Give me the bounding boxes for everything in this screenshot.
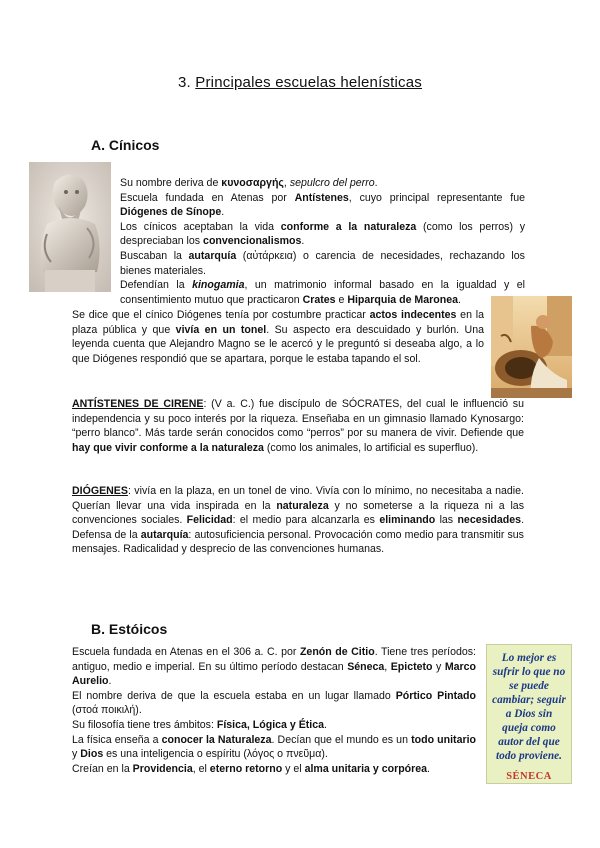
estoicos-text — [72, 645, 476, 791]
quote-line: queja como — [502, 722, 556, 734]
cinicos-intro — [120, 176, 525, 322]
cinicos-p8: DIÓGENES: vivía en la plaza, en un tonel de vino. Vivía con lo mínimo, no necesitaba a nadie. Querían llevar una vida inspirada en la naturaleza y no someterse a la riqueza ni a las convenciones sociales. Felicidad: el medio para alcanzarla es eliminando las necesidades. Defensa de la autarquía: autosuficiencia personal. Provocación como medio para transmitir sus mensajes. Radicalidad y desprecio de las convenciones humanas. — [72, 485, 525, 556]
quote-line: se puede — [509, 680, 549, 692]
estoicos-p3: Su filosofía tiene tres ámbitos: Física, Lógica y Ética. — [72, 718, 327, 731]
estoicos-p4: La física enseña a conocer la Naturaleza. Decían que el mundo es un todo unitario y Dios es una inteligencia o espíritu (λόγος o πνεῦμα). — [72, 733, 476, 761]
quote-line: sufrir lo que no — [492, 666, 566, 678]
seneca-quote-box — [486, 644, 572, 784]
cinicos-p3: Los cínicos aceptaban la vida conforme a la naturaleza (como los perros) y despreciaban los convencionalismos. — [120, 220, 525, 248]
statue-image — [29, 162, 111, 292]
quote-line: todo proviene. — [496, 750, 562, 762]
cinicos-p2: Escuela fundada en Atenas por Antístenes, cuyo principal representante fue Diógenes de Sínope. — [120, 191, 525, 219]
quote-line: a Dios sin — [505, 708, 553, 720]
cinicos-p1: Su nombre deriva de κυνοσαργής, sepulcro del perro. — [120, 177, 378, 189]
quote-line: Lo mejor es — [501, 652, 557, 664]
cinicos-p4: Buscaban la autarquía (αὐτάρκεια) o carencia de necesidades, rechazando los bienes materiales. — [120, 249, 525, 277]
quote-line: cambiar; seguir — [492, 694, 566, 706]
title-number: 3. — [177, 74, 191, 91]
estoicos-p5: Creían en la Providencia, el eterno retorno y el alma unitaria y corpórea. — [72, 762, 430, 775]
cinicos-p6: Se dice que el cínico Diógenes tenía por costumbre practicar actos indecentes en la plaza pública y que vivía en un tonel. Su aspecto era descuidado y burlón. Una leyenda cuenta que Alejandro Magno se le acercó y le preguntó si deseaba algo, a lo que Diógenes respondió que se apartara, porque le estaba tapando el sol. — [72, 309, 484, 365]
estoicos-p2: El nombre deriva de que la escuela estaba en un lugar llamado Pórtico Pintado (στοά ποικιλή). — [72, 689, 476, 717]
estoicos-p1: Escuela fundada en Atenas en el 306 a. C. por Zenón de Citio. Tiene tres períodos: antiguo, medio e imperial. En su último período destacan Séneca, Epicteto y Marco Aurelio. — [72, 646, 477, 688]
cinicos-p7: ANTÍSTENES DE CIRENE: (V a. C.) fue discípulo de SÓCRATES, del cual le influenció su independencia y su poco interés por la riqueza. Enseñaba en un gimnasio llamado Kynosargo: “perro blanco”. Más tarde serán conocidos como “perros” por su manera de vivir. Defiende que hay que vivir conforme a la naturaleza (como los animales, lo artificial es superfluo). — [72, 398, 524, 454]
title-text: Principales escuelas helenísticas — [195, 74, 422, 91]
quote-line: autor del que — [498, 736, 560, 748]
section-heading-cinicos: A. Cínicos — [91, 137, 160, 153]
quote-author: SÉNECA — [506, 771, 552, 782]
page-title — [0, 74, 600, 91]
cinicos-p5: Defendían la kinogamia, un matrimonio informal basado en la igualdad y el consentimiento mutuo que practicaron Crates e Hiparquia de Maronea. — [120, 279, 525, 306]
section-heading-estoicos: B. Estóicos — [91, 621, 168, 637]
